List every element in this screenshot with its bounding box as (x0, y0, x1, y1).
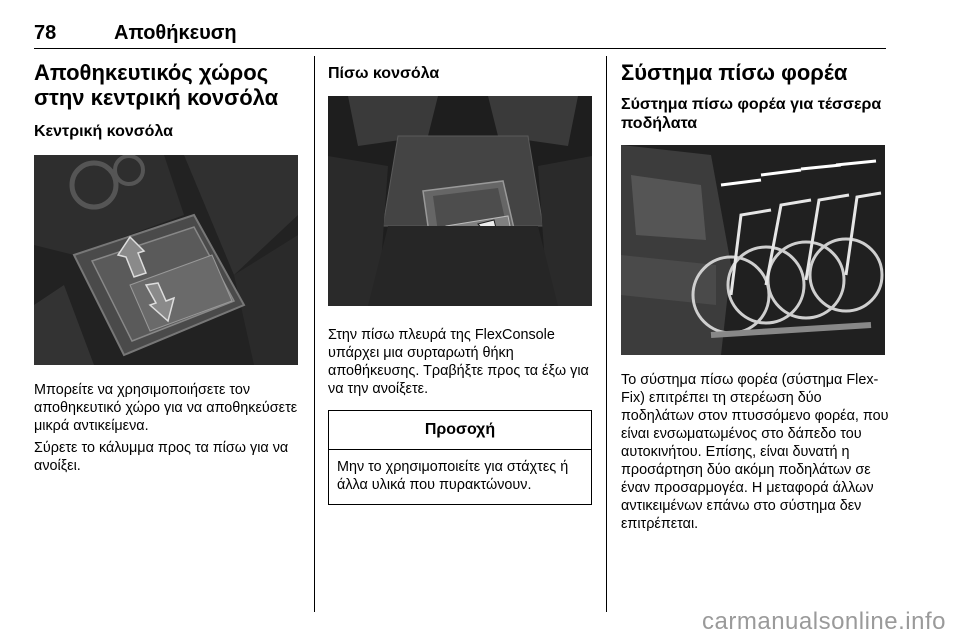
column-divider-2 (606, 56, 607, 612)
central-console-description: Μπορείτε να χρησιμοποιήσετε τον αποθηκευτικό χώρο για να αποθηκεύσετε μικρά αντικείμενα. (34, 382, 298, 434)
central-console-heading: Αποθηκευτικός χώρος στην κεντρική κονσόλα (34, 60, 279, 110)
column-central-console (34, 60, 300, 475)
column-divider-1 (314, 56, 315, 612)
page-number: 78 (34, 22, 57, 44)
central-console-subheading: Κεντρική κονσόλα (34, 123, 173, 140)
section-title: Αποθήκευση (114, 22, 237, 44)
caution-text: Μην το χρησιμοποιείτε για στάχτες ή άλλα υλικά που πυρακτώνουν. (337, 459, 569, 493)
rear-console-subheading: Πίσω κονσόλα (328, 65, 440, 82)
central-console-figure (34, 155, 298, 365)
page-header (34, 20, 886, 48)
header-rule (34, 48, 886, 49)
watermark: carmanualsonline.info (702, 608, 946, 635)
bike-carrier-figure (621, 145, 885, 355)
central-console-instruction: Σύρετε το κάλυμμα προς τα πίσω για να ανοίξει. (34, 440, 289, 474)
column-rear-carrier (621, 60, 889, 533)
rear-carrier-description: Το σύστημα πίσω φορέα (σύστημα Flex-Fix) επιτρέπει τη στερέωση δύο ποδηλάτων στον πτυσσόμενο φορέα, που είναι ενσωματωμένος στο δάπεδο του αυτοκινήτου. Επίσης, είναι δυνατή η προσάρτηση δύο ακόμη ποδηλάτων σε έναν προσαρμογέα. Η μεταφορά άλλων αντικειμένων επάνω στο σύστημα δεν επιτρέπεται. (621, 372, 889, 532)
rear-carrier-heading: Σύστημα πίσω φορέα (621, 60, 848, 85)
rear-carrier-subheading: Σύστημα πίσω φορέα για τέσσερα ποδήλατα (621, 96, 882, 132)
column-rear-console (328, 60, 592, 505)
caution-title: Προσοχή (329, 411, 591, 450)
rear-console-figure (328, 96, 592, 306)
rear-console-description: Στην πίσω πλευρά της FlexConsole υπάρχει μια συρταρωτή θήκη αποθήκευσης. Τραβήξτε προς τα έξω για να την ανοίξετε. (328, 327, 589, 397)
caution-box (328, 410, 592, 505)
